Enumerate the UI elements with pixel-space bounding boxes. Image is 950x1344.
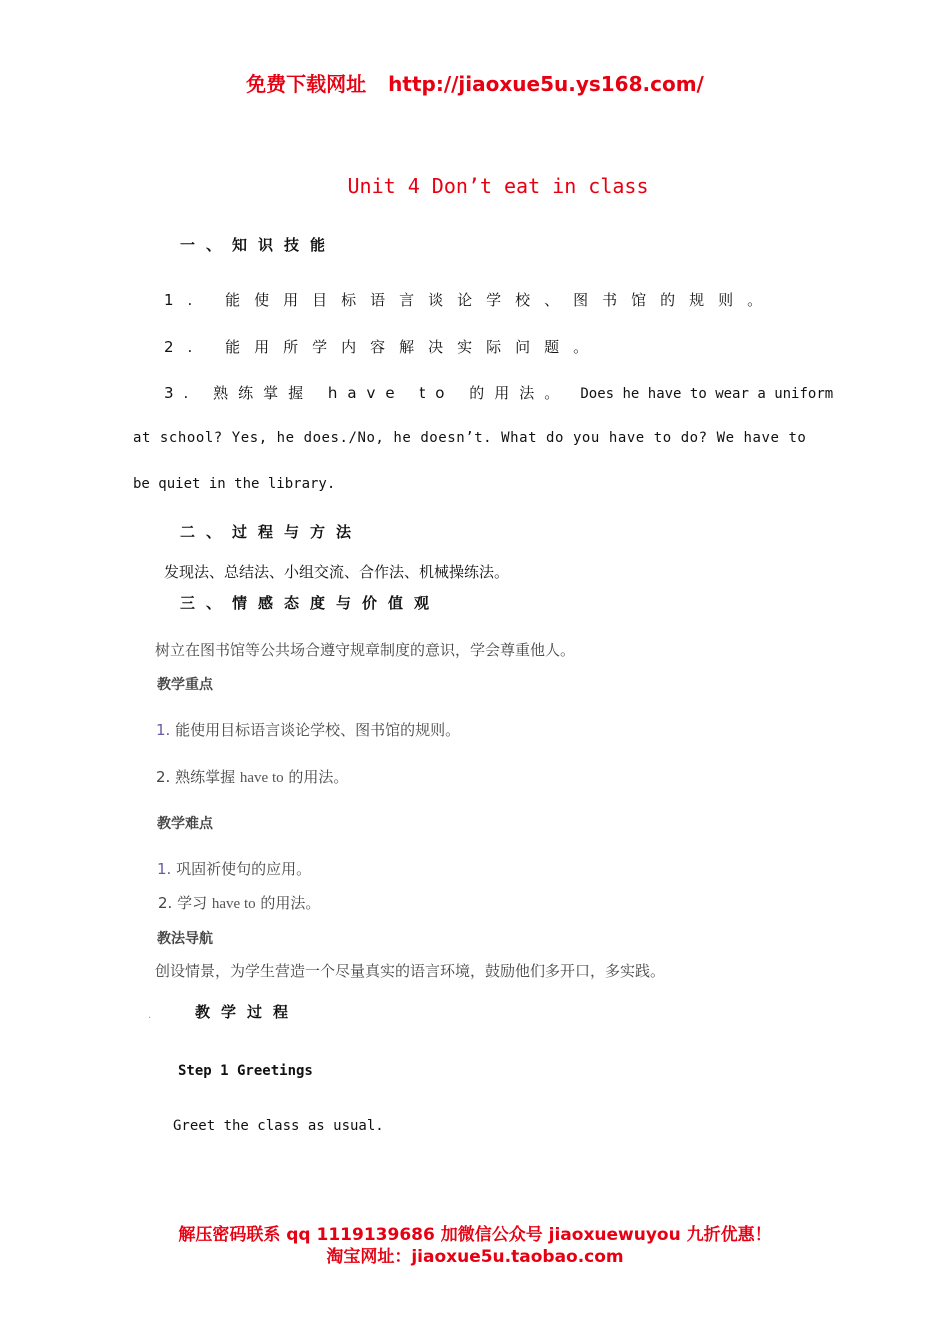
key-points-heading: 教学重点 <box>157 677 213 693</box>
page-title: Unit 4 Don’t eat in class <box>347 174 649 198</box>
section3-text: 树立在图书馆等公共场合遵守规章制度的意识，学会尊重他人。 <box>155 641 576 659</box>
difficult-points-heading: 教学难点 <box>157 816 213 832</box>
step1-title: Step 1 Greetings <box>178 1063 313 1079</box>
difficult-points-item2-num: 2. <box>158 894 173 912</box>
difficult-points-item2-en: have to <box>211 896 256 912</box>
key-points-item2-post: 的用法。 <box>288 768 349 786</box>
key-points-item2-en: have to <box>239 770 284 786</box>
section1-item2: 2. 能用所学内容解决实际问题。 <box>164 338 603 356</box>
key-points-item2-pre: 熟练掌握 <box>175 768 236 786</box>
difficult-points-item1-text: 巩固祈使句的应用。 <box>176 860 312 878</box>
section1-item3-line1 <box>164 382 833 403</box>
section2-text: 发现法、总结法、小组交流、合作法、机械操练法。 <box>164 563 510 581</box>
section1-item3-line2: at school? Yes, he does./No, he doesn’t. What do you have to do? We have to <box>133 430 807 446</box>
key-points-item2 <box>156 766 348 787</box>
key-points-item1-text: 能使用目标语言谈论学校、图书馆的规则。 <box>175 721 461 739</box>
decorative-dot: . <box>148 1010 152 1021</box>
footer-taobao-link[interactable]: 淘宝网址：jiaoxue5u.taobao.com <box>326 1247 624 1267</box>
section1-heading: 一、知识技能 <box>180 236 337 254</box>
method-guide-text: 创设情景，为学生营造一个尽量真实的语言环境，鼓励他们多开口，多实践。 <box>155 962 666 980</box>
section3-heading: 三、情感态度与价值观 <box>180 594 441 612</box>
section1-item1: 1. 能使用目标语言谈论学校、图书馆的规则。 <box>164 291 777 309</box>
difficult-points-item1 <box>157 858 311 879</box>
process-heading: 教学过程 <box>195 1003 300 1021</box>
difficult-points-item2-post: 的用法。 <box>260 894 321 912</box>
header-download-link[interactable] <box>0 68 950 97</box>
section2-heading: 二、过程与方法 <box>180 523 363 541</box>
header-label: 免费下载网址 <box>246 72 367 96</box>
key-points-item2-num: 2. <box>156 768 171 786</box>
difficult-points-item2 <box>158 892 320 913</box>
header-url[interactable]: http://jiaoxue5u.ys168.com/ <box>388 72 704 96</box>
key-points-item1 <box>156 719 460 740</box>
footer-contact: 解压密码联系 qq 1119139686 加微信公众号 jiaoxuewuyou 九折优惠！ <box>178 1225 772 1245</box>
difficult-points-item2-pre: 学习 <box>177 894 208 912</box>
section1-item3-line3: be quiet in the library. <box>133 476 336 492</box>
step1-text: Greet the class as usual. <box>173 1118 384 1134</box>
section1-item3-cn: 3. 熟练掌握 have to 的用法。 <box>164 384 570 402</box>
section1-item3-en: Does he have to wear a uniform <box>580 386 834 402</box>
difficult-points-item1-num: 1. <box>157 860 172 878</box>
key-points-item1-num: 1. <box>156 721 171 739</box>
method-guide-heading: 教法导航 <box>157 931 213 947</box>
